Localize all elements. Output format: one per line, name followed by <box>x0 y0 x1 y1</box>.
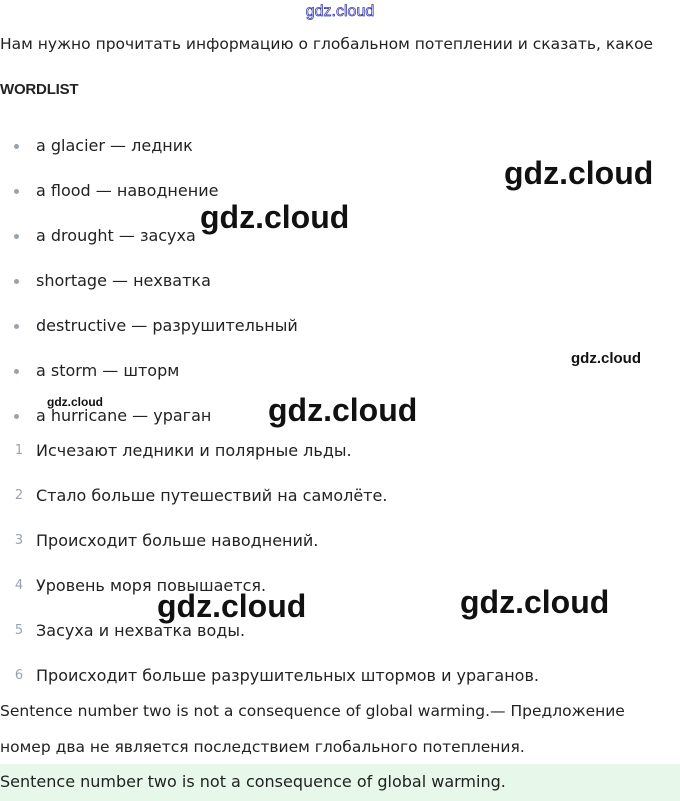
sentence-item <box>0 619 620 643</box>
wordlist-heading: WORDLIST <box>0 81 79 98</box>
sentence-text: Происходит больше наводнений. <box>36 531 319 550</box>
bullet-icon <box>14 144 19 149</box>
sentence-number: 3 <box>14 533 24 548</box>
watermark: gdz.cloud <box>571 350 641 367</box>
sentence-number: 2 <box>14 488 24 503</box>
watermark: gdz.cloud <box>504 155 654 191</box>
answer-line-2: номер два не является последствием глобального потепления. <box>0 738 525 756</box>
wordlist-item <box>0 269 600 293</box>
watermark: gdz.cloud <box>200 199 350 235</box>
sentence-item <box>0 529 620 553</box>
sentence-item <box>0 484 620 508</box>
sentence-number: 6 <box>14 668 24 683</box>
bullet-icon <box>14 279 19 284</box>
sentence-text: Исчезают ледники и полярные льды. <box>36 441 352 460</box>
watermark: gdz.cloud <box>460 584 610 620</box>
sentence-item <box>0 664 620 688</box>
intro-text: Нам нужно прочитать информацию о глобальном потеплении и сказать, какое <box>0 35 654 53</box>
wordlist-item-text: destructive — разрушительный <box>36 316 298 335</box>
wordlist-item-text: a glacier — ледник <box>36 136 193 155</box>
wordlist-item <box>0 314 600 338</box>
sentence-number: 1 <box>14 443 24 458</box>
wordlist-item-text: a storm — шторм <box>36 361 180 380</box>
top-watermark: gdz.cloud <box>305 3 375 20</box>
wordlist-item-text: a flood — наводнение <box>36 181 219 200</box>
bullet-icon <box>14 414 19 419</box>
bullet-icon <box>14 369 19 374</box>
watermark: gdz.cloud <box>47 395 103 409</box>
sentence-number: 4 <box>14 578 24 593</box>
wordlist-item-text: a drought — засуха <box>36 226 196 245</box>
bullet-icon <box>14 324 19 329</box>
sentence-text: Стало больше путешествий на самолёте. <box>36 486 388 505</box>
answer-line-1: Sentence number two is not a consequence of global warming.— Предложение <box>0 702 625 720</box>
watermark: gdz.cloud <box>268 392 418 428</box>
answer-highlight-text: Sentence number two is not a consequence of global warming. <box>0 772 506 791</box>
wordlist-item-text: shortage — нехватка <box>36 271 211 290</box>
answer-highlight-box <box>0 764 680 801</box>
bullet-icon <box>14 189 19 194</box>
watermark: gdz.cloud <box>157 588 307 624</box>
sentence-item <box>0 439 620 463</box>
wordlist-item <box>0 359 600 383</box>
sentence-number: 5 <box>14 623 24 638</box>
wordlist-item-text: a hurricane — ураган <box>36 406 212 425</box>
sentence-text: Засуха и нехватка воды. <box>36 621 246 640</box>
bullet-icon <box>14 234 19 239</box>
sentence-text: Уровень моря повышается. <box>36 576 267 595</box>
sentence-text: Происходит больше разрушительных штормов и ураганов. <box>36 666 539 685</box>
